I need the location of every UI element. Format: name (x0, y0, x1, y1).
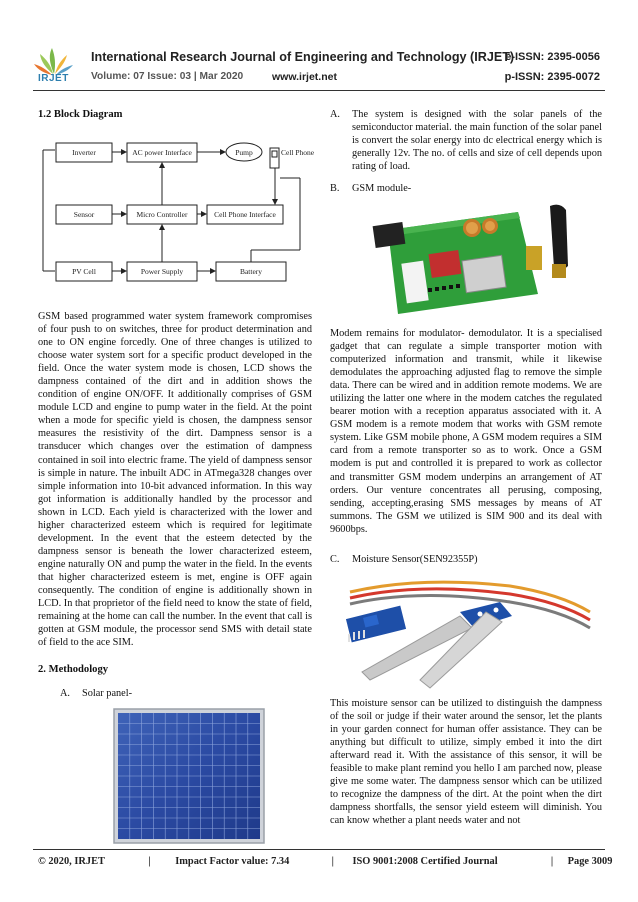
list-marker: B. (330, 183, 340, 194)
list-marker: A. (330, 109, 341, 120)
cell-phone-label: Cell Phone (281, 148, 314, 157)
logo-text: IRJET (38, 73, 69, 84)
list-marker: C. (330, 554, 340, 565)
header-rule (33, 90, 605, 91)
pv-cell-label: PV Cell (72, 267, 96, 276)
footer-page-number: Page 3009 (567, 856, 613, 867)
list-item-moisture (330, 553, 602, 566)
moisture-sensor-image (340, 572, 600, 694)
list-label: Moisture Sensor(SEN92355P) (352, 554, 478, 565)
pissn: p-ISSN: 2395-0072 (504, 71, 600, 83)
list-marker: A. (60, 688, 71, 699)
gsm-module-image (368, 202, 580, 318)
list-item-gsm (330, 182, 602, 195)
pump-label: Pump (235, 148, 253, 157)
eissn: e-ISSN: 2395-0056 (505, 51, 600, 63)
solar-panel-image (113, 708, 265, 844)
page-footer (38, 856, 613, 867)
sensor-label: Sensor (73, 210, 95, 219)
power-supply-label: Power Supply (140, 267, 184, 276)
list-item-solar-panel (60, 687, 310, 700)
footer-separator: | (550, 856, 554, 867)
gsm-paragraph: Modem remains for modulator- demodulator. It is a specialised gadget that can regulate a simple transporter motion with computerized information and transmit, while it likewise demodulates the approaching adjusted flag to remove the simple data. There can be wired and in addition remote modems. We are utilizing the latter one where in the modem catches the regulated bearer motion with a reception apparatus associated with it. A GSM modem is a remote modem that works with GSM remote system. Like GSM mobile phone, A GSM modem requires a SIM card from a remote transporter so as to work. Once a GSM modem is put and controlled it is prepared to work as collector and transmitter GSM modem underpins an arrangement of AT orders. Our venture concentrates all perusing, composing, sending, accepting,erasing SMS messages by means of AT summons. The GSM we utilized is SIM 900 and its deal with 9600bps. (330, 328, 602, 535)
footer-impact-factor: Impact Factor value: 7.34 (175, 856, 290, 867)
battery-label: Battery (239, 267, 263, 276)
footer-iso: ISO 9001:2008 Certified Journal (352, 856, 498, 867)
list-label: GSM module- (352, 183, 412, 194)
page-header (0, 0, 638, 96)
micro-controller-label: Micro Controller (136, 210, 188, 219)
ac-power-interface-label: AC power Interface (132, 148, 192, 157)
journal-title: International Research Journal of Engineering and Technology (IRJET) (91, 50, 515, 64)
block-diagram (38, 138, 314, 294)
list-item-a (330, 108, 602, 173)
footer-copyright: © 2020, IRJET (38, 856, 105, 867)
volume-issue: Volume: 07 Issue: 03 | Mar 2020 (91, 71, 244, 82)
intro-paragraph: GSM based programmed water system framework compromises of four push to on switches, three for product determination and one to ON engine forcedly. One of three changes is utilized to choose water system sort for a specific product developed in the field. Once the water system mode is chosen, LCD shows the dampness contained of the dirt and in addition shows the condition of engine ON/OFF. It additionally comprises of GSM module LCD and engine to pump water in the field. At the point when a mode for specific yield is chosen, the dampness sensor measures the resistivity of the dirt. Dampness sensor is a transducer which changes over the estimation of dampness contained in soil into electric frame. The yield of dampness sensor is simple in nature. The inbuilt ADC in ATmega328 changes over simple information into 10-bit advanced information. In this way got information is additionally handled by the processor and shown in LCD. Each yield is characterized with the lower and higher characterized esteem which is required for legitimate development. In the event that the esteem detected by the dampness sensor is beneath the lower characterized esteem, engine naturally ON and pump the water in the field. In the events that higher characterized esteem is met, engine is OFF again consequently. The condition of engine is additionally shown in LCD. In that proprietor of the field need to know the state of field, remaining at the home can call the number. In the event that call is gotten at GSM module, the processor send SMS with detail state of field to the ace SIM. (38, 311, 312, 649)
footer-separator: | (148, 856, 151, 867)
moisture-paragraph: This moisture sensor can be utilized to distinguish the dampness of the soil or judge if their water around the sensor, let the plants in your garden connect for human offer assistance. They can be anything but difficult to utilize, simply embed it into the dirt afterward read it. With the assistance of this sensor, it will be feasible to make plant remind you hello I am parched now, please give me some water. The dampness sensor which can be utilized to recognize the dampness of the dirt. At the point when the dirt dampness shortfalls, the sensor yield esteem will diminish. You can know whether a plant needs water and not (330, 698, 602, 827)
section-title-block-diagram: 1.2 Block Diagram (38, 109, 123, 120)
footer-separator: | (331, 856, 334, 867)
section-title-methodology: 2. Methodology (38, 664, 109, 675)
inverter-label: Inverter (72, 148, 96, 157)
website-link[interactable]: www.irjet.net (272, 71, 337, 83)
list-text: The system is designed with the solar panels of the semiconductor material. the main function of the solar panel is convert the solar energy into dc electrical energy which is generally 12v. The no. of cells and size of cell depends upon rating of load. (352, 109, 602, 173)
cell-phone-interface-label: Cell Phone Interface (214, 210, 276, 219)
list-label: Solar panel- (82, 688, 133, 699)
footer-rule (33, 849, 605, 850)
